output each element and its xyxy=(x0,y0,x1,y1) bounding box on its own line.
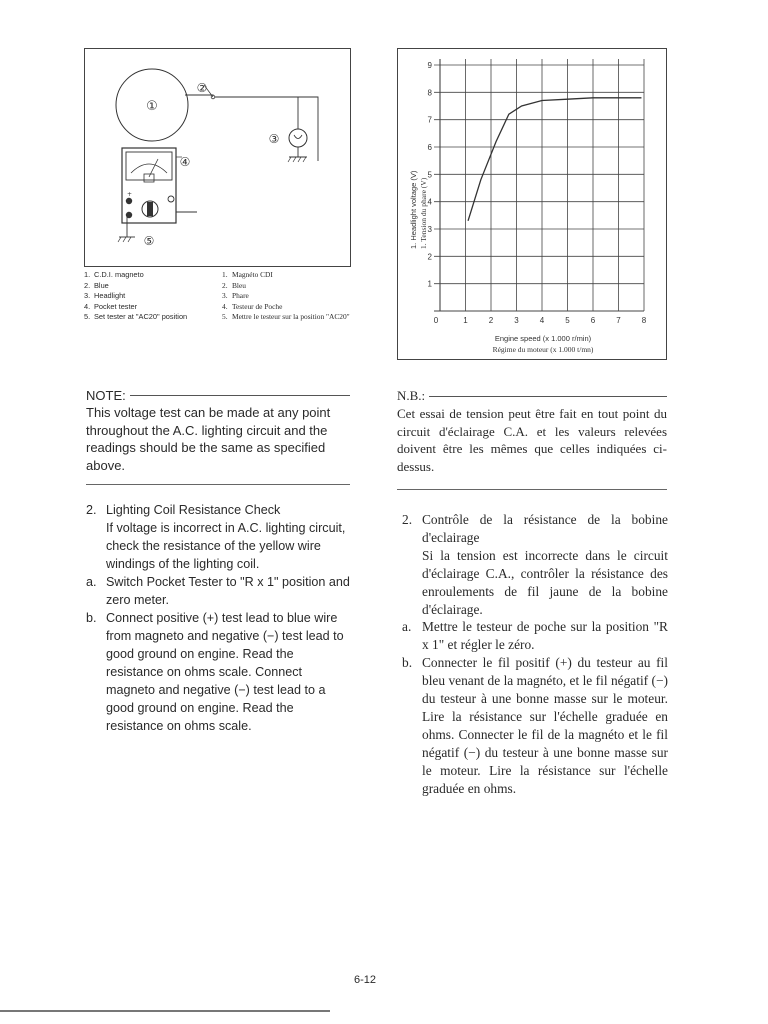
legend-english xyxy=(84,270,219,323)
voltage-chart-svg xyxy=(398,49,666,359)
legend-item: 4. Pocket tester xyxy=(84,301,138,311)
legend-item: 5. Set tester at "AC20" position xyxy=(84,312,188,322)
x-tick-label: 7 xyxy=(616,316,621,325)
x-tick-label: 6 xyxy=(590,316,596,325)
headlight-symbol xyxy=(289,129,307,147)
y-tick-label: 2 xyxy=(427,252,432,262)
y-tick-label: 3 xyxy=(427,225,432,234)
y-tick-label: 7 xyxy=(427,115,432,125)
legend-item: 4. Testeur de Poche xyxy=(222,301,283,311)
steps-english xyxy=(86,501,352,735)
tester-terminal-positive xyxy=(126,198,132,204)
note-heading: NOTE: xyxy=(86,388,350,403)
step-a: a. Switch Pocket Tester to "R x 1" position and zero meter. xyxy=(86,575,350,607)
legend-item: 3. Headlight xyxy=(84,291,126,301)
y-tick-label: 5 xyxy=(427,170,432,180)
legend-item: 1. C.D.I. magneto xyxy=(84,270,144,279)
y-tick-label: 6 xyxy=(427,143,432,152)
wiring-diagram-svg xyxy=(85,49,350,266)
step-2: 2. Lighting Coil Resistance Check If voltage is incorrect in A.C. lighting circuit, check the resistance of the yellow wire windings of the lighting coil. xyxy=(86,501,352,573)
note-heading-french: N.B.: xyxy=(397,388,667,404)
bottom-rule xyxy=(0,1010,330,1012)
x-axis-label: Engine speed (x 1.000 r/min) xyxy=(494,334,592,343)
voltage-chart xyxy=(397,48,667,360)
legend-french xyxy=(222,270,402,323)
divider xyxy=(397,489,667,490)
wiring-diagram xyxy=(84,48,351,267)
x-tick-label: 8 xyxy=(641,316,647,325)
legend-item: 5. Mettre le testeur sur la position "AC20" xyxy=(222,312,350,322)
divider xyxy=(86,484,350,485)
page-number: 6-12 xyxy=(354,974,377,986)
x-tick-label: 4 xyxy=(539,316,545,325)
svg-text:+: + xyxy=(127,191,133,198)
tester-meter-window xyxy=(126,152,172,180)
headlight-filament xyxy=(294,135,302,139)
legend-item: 2. Blue xyxy=(84,280,109,290)
callout-4: ④ xyxy=(179,155,191,169)
note-text-french: Cet essai de tension peut être fait en tout point du circuit d'éclairage C.A. et les valeurs relevées doivent être les mêmes que celles indiquées ci-dessus. xyxy=(397,406,667,475)
chart-grid xyxy=(434,59,644,311)
step-title: Lighting Coil Resistance Check xyxy=(106,503,281,517)
legend-item: 3. Phare xyxy=(222,291,249,301)
step-b-french: b. Connecter le fil positif (+) du testeur au fil bleu venant de la magnéto, et le fil négatif (−) du testeur à une bonne masse sur le moteur. Lire la résistance sur l'échelle graduée en ohms. Connecter le fil de la magnéto et le fil négatif (−) du testeur à une bonne masse sur le moteur. Lire la résistance sur l'échelle graduée en ohms. xyxy=(402,655,668,796)
svg-text:−: − xyxy=(127,219,133,227)
x-axis-label-french: Régime du moteur (x 1.000 t/mn) xyxy=(492,345,594,354)
y-axis-label: 1. Headlight voltage (V) xyxy=(409,170,418,249)
note-text: This voltage test can be made at any point throughout the A.C. lighting circuit and the readings should be the same as specified above. xyxy=(86,405,331,474)
step-text: If voltage is incorrect in A.C. lighting circuit, check the resistance of the yellow wire windings of the lighting coil. xyxy=(106,521,346,571)
x-tick-label: 2 xyxy=(488,316,494,325)
legend-item: 2. Bleu xyxy=(222,280,246,290)
y-tick-label: 9 xyxy=(427,61,432,70)
step-text-french: Si la tension est incorrecte dans le circuit d'éclairage C.A., contrôler la résistance des enroulements de fil jaune de la bobine d'éclairage. xyxy=(422,547,668,617)
note-english xyxy=(86,388,350,475)
chart-ticks xyxy=(428,61,647,325)
y-axis-label-french: 1. Tension du phare (V) xyxy=(419,177,428,249)
callout-1: ① xyxy=(146,99,158,114)
x-tick-label: 5 xyxy=(565,316,570,325)
y-tick-label: 1 xyxy=(427,279,432,289)
steps-french xyxy=(402,511,668,798)
y-tick-label: 8 xyxy=(427,88,432,98)
note-french xyxy=(397,388,667,476)
callout-3: ③ xyxy=(268,132,280,146)
step-b: b. Connect positive (+) test lead to blue wire from magneto and negative (−) test lead to good ground on engine. Read the resistance on ohms scale. Connect magneto and negative (−) test lead to a good ground on engine. Read the resistance on ohms scale. xyxy=(86,611,344,733)
y-tick-label: 4 xyxy=(427,197,432,207)
callout-5: ⑤ xyxy=(143,234,155,248)
x-tick-label: 0 xyxy=(433,316,439,325)
step-2-french: 2. Contrôle de la résistance de la bobine d'eclairage Si la tension est incorrecte dans le circuit d'éclairage C.A., contrôler la résistance des enroulements de fil jaune de la bobine d'éclairage. xyxy=(402,512,668,617)
step-a-french: a. Mettre le testeur de poche sur la position "R x 1" et régler le zéro. xyxy=(402,619,668,653)
x-tick-label: 1 xyxy=(463,316,468,325)
callout-2: ② xyxy=(196,81,208,95)
step-title-french: Contrôle de la résistance de la bobine d'eclairage xyxy=(422,512,668,545)
legend-item: 1. Magnéto CDI xyxy=(222,270,273,279)
voltage-series-line xyxy=(468,98,641,221)
x-tick-label: 3 xyxy=(514,316,519,325)
